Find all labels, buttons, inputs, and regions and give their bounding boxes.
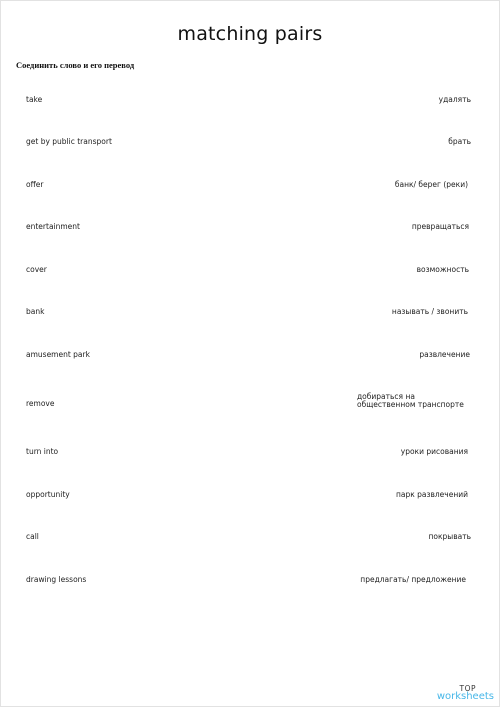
russian-translation[interactable]: развлечение — [419, 350, 470, 359]
pair-row — [1, 445, 499, 459]
page-title: matching pairs — [177, 23, 323, 45]
pair-row — [1, 573, 499, 587]
english-word[interactable]: cover — [26, 265, 47, 274]
english-word[interactable]: opportunity — [26, 490, 70, 499]
english-word[interactable]: remove — [26, 399, 55, 408]
russian-translation[interactable]: добираться на общественном транспорте — [357, 392, 464, 409]
instruction-text: Соединить слово и его перевод — [16, 60, 135, 70]
english-word[interactable]: offer — [26, 180, 44, 189]
logo-worksheets-text: worksheets — [436, 691, 494, 702]
english-word[interactable]: take — [26, 95, 43, 104]
pair-row — [1, 220, 499, 234]
english-word[interactable]: entertainment — [26, 222, 80, 231]
english-word[interactable]: drawing lessons — [26, 575, 87, 584]
russian-translation[interactable]: возможность — [416, 265, 469, 274]
english-word[interactable]: bank — [26, 307, 45, 316]
russian-translation[interactable]: называть / звонить — [391, 307, 468, 316]
english-word[interactable]: amusement park — [26, 350, 90, 359]
pair-row — [1, 530, 499, 544]
pair-row — [1, 135, 499, 149]
pair-row — [1, 392, 499, 411]
english-word[interactable]: call — [26, 532, 39, 541]
pair-row — [1, 348, 499, 362]
logo-top-text: TOP — [459, 683, 476, 693]
pair-row — [1, 305, 499, 319]
russian-translation[interactable]: уроки рисования — [400, 447, 468, 456]
pair-row — [1, 488, 499, 502]
topworksheets-logo — [437, 685, 494, 703]
pair-row — [1, 263, 499, 277]
russian-translation[interactable]: парк развлечений — [395, 490, 468, 499]
pair-row — [1, 178, 499, 192]
english-word[interactable]: get by public transport — [26, 137, 112, 146]
russian-translation[interactable]: удалять — [438, 95, 471, 104]
russian-translation[interactable]: покрывать — [428, 532, 471, 541]
russian-translation[interactable]: брать — [448, 137, 471, 146]
russian-translation[interactable]: предлагать/ предложение — [360, 575, 466, 584]
pair-row — [1, 93, 499, 107]
russian-translation[interactable]: превращаться — [411, 222, 469, 231]
english-word[interactable]: turn into — [26, 447, 59, 456]
russian-translation[interactable]: банк/ берег (реки) — [394, 180, 468, 189]
